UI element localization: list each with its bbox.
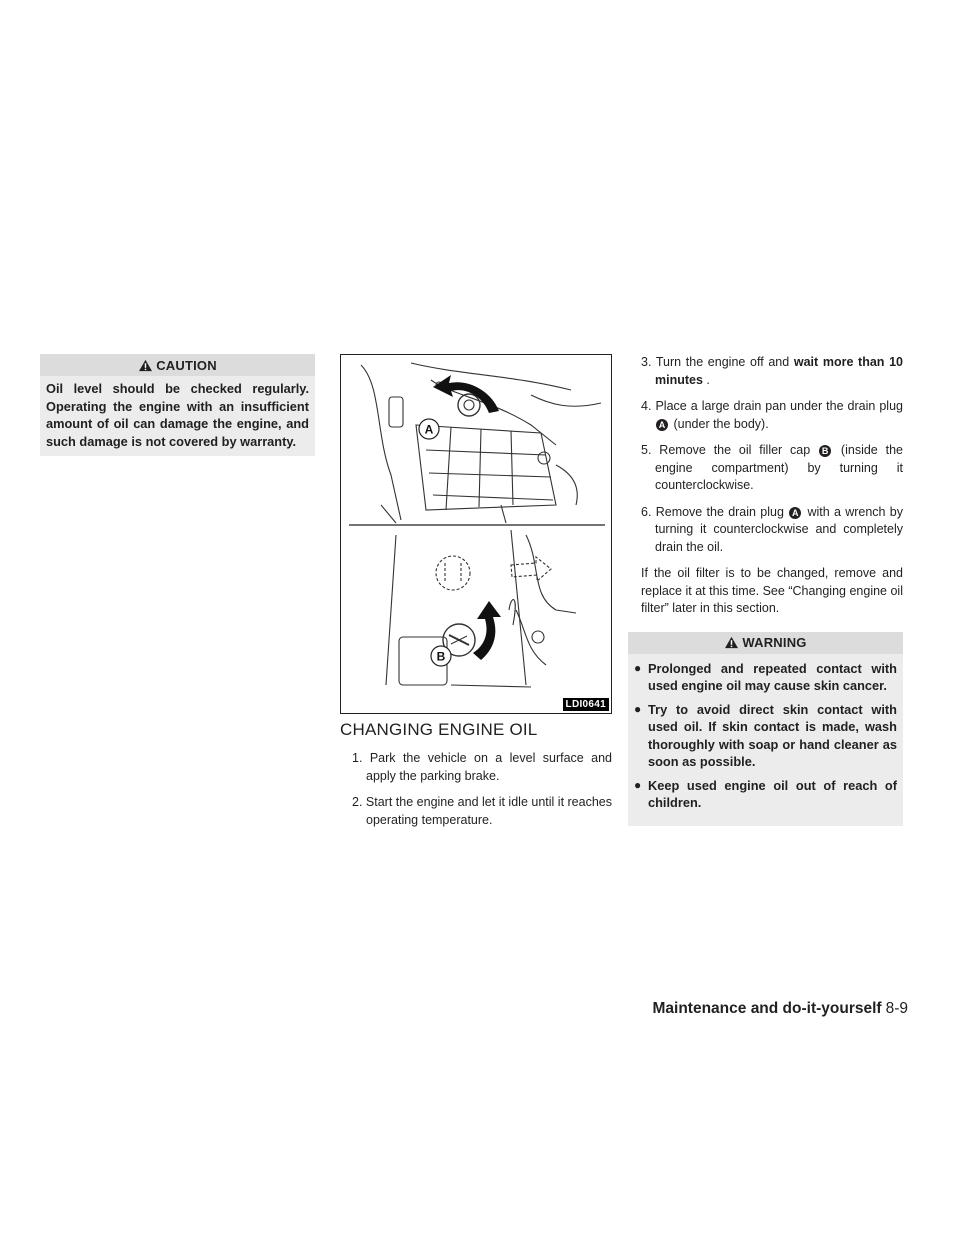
warning-body xyxy=(628,654,903,826)
step-6 xyxy=(628,504,903,557)
step-3-text: Turn the engine off and xyxy=(655,355,794,369)
warning-item-text: Keep used engine oil out of reach of children. xyxy=(648,777,897,810)
warning-header xyxy=(628,632,903,654)
page-number: 8-9 xyxy=(885,1000,908,1017)
step-6-number: 6. xyxy=(641,504,652,519)
step-6-text-end: with a wrench by turning it counterclockwise and completely drain the oil. xyxy=(655,504,903,554)
step-1 xyxy=(340,750,612,785)
callout-a-icon: A xyxy=(656,419,668,431)
step-3 xyxy=(628,354,903,389)
step-5-text-end: (inside the engine compartment) by turning it counterclockwise. xyxy=(655,443,903,492)
caution-header xyxy=(40,354,315,376)
step-1-number: 1. xyxy=(352,751,363,765)
step-4-text-end: (under the body). xyxy=(670,416,769,431)
warning-triangle-icon xyxy=(138,359,153,372)
steps-list-part2 xyxy=(628,354,903,556)
right-column xyxy=(628,354,903,826)
step-6-text: Remove the drain plug xyxy=(655,504,789,519)
figure-label-a: A xyxy=(424,422,434,437)
step-4-text: Place a large drain pan under the drain plug xyxy=(655,399,903,413)
middle-column xyxy=(340,354,612,838)
footer-section-name: Maintenance and do-it-yourself xyxy=(652,1000,882,1017)
warning-item xyxy=(634,660,897,695)
caution-text: Oil level should be checked regularly. Operating the engine with an insufficient amount of oil can damage the engine, and such damage is not covered by warranty. xyxy=(40,376,315,456)
warning-item xyxy=(634,777,897,812)
warning-triangle-icon xyxy=(724,636,739,649)
callout-a-icon: A xyxy=(789,507,801,519)
step-5-text: Remove the oil filler cap xyxy=(659,443,819,457)
warning-title: WARNING xyxy=(742,635,807,650)
step-2-text: Start the engine and let it idle until it reaches operating temperature. xyxy=(365,795,612,827)
engine-diagram xyxy=(341,355,612,714)
step-6-note: If the oil filter is to be changed, remove and replace it at this time. See “Changing engine oil filter” later in this section. xyxy=(641,566,903,615)
step-3-number: 3. xyxy=(641,355,652,369)
caution-column xyxy=(40,354,315,456)
caution-title: CAUTION xyxy=(156,357,217,373)
steps-list-part1 xyxy=(340,750,612,829)
bullet-icon: ● xyxy=(634,660,642,675)
step-3-emphasis: wait more than 10 minutes xyxy=(655,355,904,387)
figure-label-b: B xyxy=(436,649,446,664)
warning-item-text: Prolonged and repeated contact with used engine oil may cause skin cancer. xyxy=(648,660,897,693)
step-2 xyxy=(340,794,612,829)
step-1-text: Park the vehicle on a level surface and apply the parking brake. xyxy=(366,751,612,783)
bullet-icon: ● xyxy=(634,701,642,716)
warning-item xyxy=(634,701,897,771)
step-4 xyxy=(628,398,903,433)
warning-box xyxy=(628,632,903,826)
step-5 xyxy=(628,442,903,495)
warning-item-text: Try to avoid direct skin contact with used oil. If skin contact is made, wash thoroughly with soap or hand cleaner as soon as possible. xyxy=(648,701,897,769)
section-title: CHANGING ENGINE OIL xyxy=(340,720,538,739)
callout-b-icon: B xyxy=(819,445,831,457)
engine-oil-figure xyxy=(340,354,612,714)
step-4-number: 4. xyxy=(641,399,652,413)
step-2-number: 2. xyxy=(352,795,363,809)
page-footer xyxy=(628,1000,908,1018)
step-5-number: 5. xyxy=(641,443,652,457)
bullet-icon: ● xyxy=(634,777,642,792)
figure-code: LDI0641 xyxy=(563,698,609,711)
step-3-text-end: . xyxy=(702,372,710,387)
